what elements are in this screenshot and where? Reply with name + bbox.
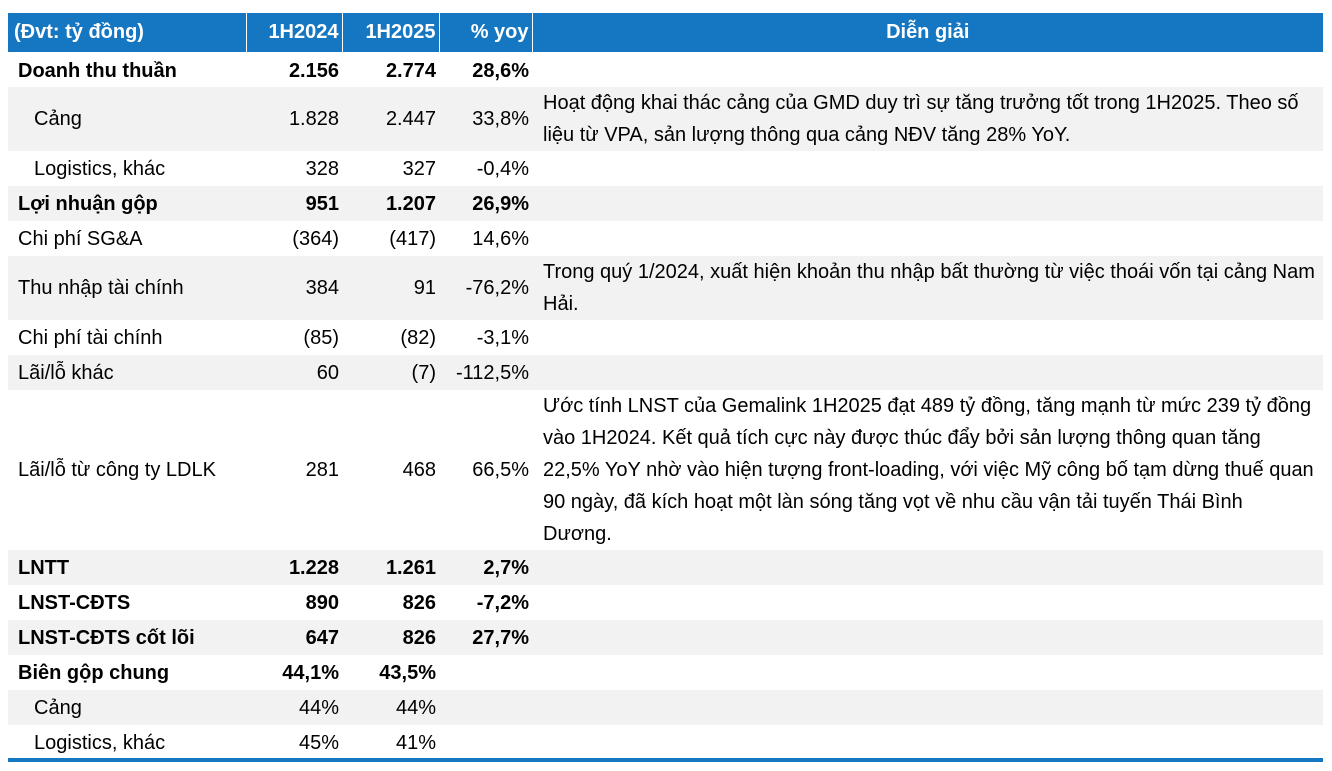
value-1h2025: 327 [402, 157, 436, 180]
row-note [532, 320, 1323, 355]
row-net-revenue [8, 53, 1323, 87]
row-note [532, 655, 1323, 690]
value-1h2025: 44% [342, 690, 439, 725]
row-other-gain-loss [8, 355, 1323, 390]
row-label: Chi phí tài chính [18, 326, 163, 349]
value-1h2025: 826 [342, 620, 439, 655]
row-note: Trong quý 1/2024, xuất hiện khoản thu nhập bất thường từ việc thoái vốn tại cảng Nam Hải. [532, 256, 1323, 320]
value-yoy [439, 725, 532, 760]
value-1h2024: 647 [246, 620, 342, 655]
value-1h2024: 890 [305, 591, 339, 614]
row-note [532, 690, 1323, 725]
value-yoy: 2,7% [439, 550, 532, 585]
row-associates [8, 390, 1323, 550]
row-label: Chi phí SG&A [18, 227, 143, 250]
row-note [532, 221, 1323, 256]
row-npat [8, 585, 1323, 620]
value-1h2025: 1.261 [342, 550, 439, 585]
value-1h2024: 1.828 [246, 87, 342, 151]
value-1h2024: (364) [292, 227, 339, 250]
value-1h2024: 328 [305, 157, 339, 180]
row-label: Lợi nhuận gộp [8, 186, 246, 221]
row-label: Doanh thu thuần [18, 59, 177, 82]
row-core-npat [8, 620, 1323, 655]
value-1h2025: 1.207 [342, 186, 439, 221]
row-note [532, 355, 1323, 390]
value-yoy [439, 655, 532, 690]
value-1h2024: (85) [303, 326, 339, 349]
row-note [532, 186, 1323, 221]
row-note: Ước tính LNST của Gemalink 1H2025 đạt 489 tỷ đồng, tăng mạnh từ mức 239 tỷ đồng vào 1H2024. Kết quả tích cực này được thúc đẩy bởi sản lượng thông quan tăng 22,5% YoY nhờ vào hiện tượng front-loading, với việc Mỹ công bố tạm dừng thuế quan 90 ngày, đã kích hoạt một làn sóng tăng vọt về nhu cầu vận tải tuyến Thái Bình Dương. [543, 395, 1314, 545]
row-label: Logistics, khác [34, 731, 166, 754]
row-financial-income [8, 256, 1323, 320]
value-yoy: -0,4% [476, 157, 529, 180]
value-yoy: 14,6% [472, 227, 529, 250]
value-1h2024: 281 [305, 459, 339, 481]
value-1h2024: 951 [246, 186, 342, 221]
row-label: Lãi/lỗ khác [8, 355, 246, 390]
row-label: Logistics, khác [34, 157, 166, 180]
value-yoy: 28,6% [472, 59, 529, 82]
value-yoy: -3,1% [476, 326, 529, 349]
row-label: Cảng [8, 690, 246, 725]
bottom-rule [8, 758, 1323, 762]
header-yoy: % yoy [439, 13, 532, 53]
financial-table [8, 13, 1323, 760]
row-gross-profit [8, 186, 1323, 221]
value-1h2025: (417) [389, 227, 436, 250]
value-1h2025: 2.447 [342, 87, 439, 151]
value-yoy: -7,2% [476, 591, 529, 614]
row-label: Thu nhập tài chính [8, 256, 246, 320]
value-yoy [439, 690, 532, 725]
value-yoy: 66,5% [472, 459, 529, 481]
value-yoy: -112,5% [439, 355, 532, 390]
row-note: Hoạt động khai thác cảng của GMD duy trì sự tăng trưởng tốt trong 1H2025. Theo số liệu từ VPA, sản lượng thông qua cảng NĐV tăng 28% YoY. [532, 87, 1323, 151]
value-yoy: -76,2% [439, 256, 532, 320]
row-label: LNST-CĐTS [18, 591, 131, 614]
value-1h2025: 43,5% [379, 661, 436, 684]
row-ebt [8, 550, 1323, 585]
row-note [532, 550, 1323, 585]
row-financial-expense [8, 320, 1323, 355]
row-note [532, 53, 1323, 87]
row-logistics-margin [8, 725, 1323, 760]
value-1h2024: 45% [298, 731, 339, 754]
value-1h2024: 1.228 [246, 550, 342, 585]
value-1h2025: 41% [395, 731, 436, 754]
row-note [532, 151, 1323, 186]
row-logistics [8, 151, 1323, 186]
header-explanation: Diễn giải [532, 13, 1323, 53]
row-label: LNTT [8, 550, 246, 585]
value-1h2025: 2.774 [385, 59, 436, 82]
row-port-margin [8, 690, 1323, 725]
row-gross-margin [8, 655, 1323, 690]
row-port [8, 87, 1323, 151]
header-unit: (Đvt: tỷ đồng) [8, 13, 246, 53]
row-note [532, 725, 1323, 760]
header-1h2025: 1H2025 [342, 13, 439, 53]
row-note [532, 585, 1323, 620]
value-1h2025: 91 [342, 256, 439, 320]
row-label: Cảng [8, 87, 246, 151]
value-1h2024: 44% [246, 690, 342, 725]
value-1h2024: 60 [246, 355, 342, 390]
table-header [8, 13, 1323, 53]
row-label: Lãi/lỗ từ công ty LDLK [18, 459, 216, 481]
value-yoy: 33,8% [439, 87, 532, 151]
row-sga [8, 221, 1323, 256]
row-note [532, 620, 1323, 655]
value-1h2025: 468 [402, 459, 436, 481]
value-1h2025: (82) [400, 326, 436, 349]
value-1h2024: 384 [246, 256, 342, 320]
value-1h2024: 2.156 [288, 59, 339, 82]
row-label: LNST-CĐTS cốt lõi [8, 620, 246, 655]
value-yoy: 27,7% [439, 620, 532, 655]
value-1h2025: 826 [402, 591, 436, 614]
row-label: Biên gộp chung [18, 661, 170, 684]
value-1h2024: 44,1% [282, 661, 339, 684]
value-1h2025: (7) [342, 355, 439, 390]
value-yoy: 26,9% [439, 186, 532, 221]
header-1h2024: 1H2024 [246, 13, 342, 53]
